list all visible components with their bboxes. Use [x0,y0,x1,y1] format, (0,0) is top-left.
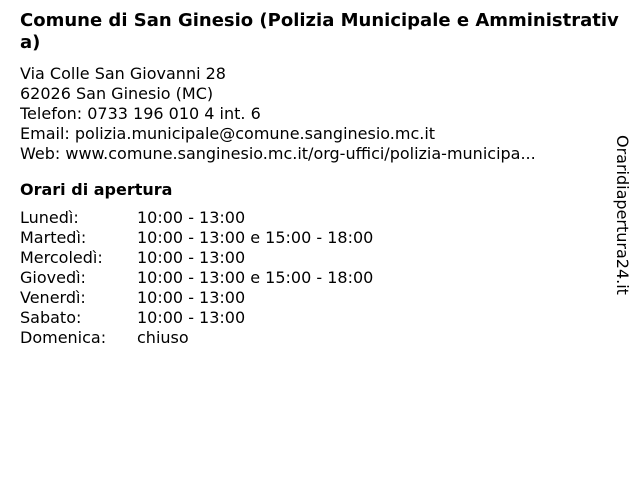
day-label: Martedì: [20,228,87,247]
day-hours: 10:00 - 13:00 [137,208,246,227]
hours-row [20,328,610,348]
hours-row [20,248,610,268]
hours-heading: Orari di apertura [20,180,173,199]
day-label: Mercoledì: [20,248,103,267]
hours-row [20,308,610,328]
day-label: Domenica: [20,328,107,347]
hours-table [20,208,610,348]
hours-row [20,228,610,248]
day-hours: 10:00 - 13:00 [137,248,246,267]
day-label: Giovedì: [20,268,86,287]
email-line[interactable]: Email: polizia.municipale@comune.sanginesio.mc.it [20,124,436,143]
business-title: Comune di San Ginesio (Polizia Municipale e Amministrativa) [20,10,619,53]
web-line[interactable]: Web: www.comune.sanginesio.mc.it/org-uffici/polizia-municipa... [20,144,536,163]
street-address: Via Colle San Giovanni 28 [20,64,226,83]
day-hours: 10:00 - 13:00 [137,288,246,307]
business-card [20,10,619,348]
site-brand-vertical: Oraridiapertura24.it [613,135,632,295]
postal-city: 62026 San Ginesio (MC) [20,84,214,103]
hours-row [20,268,610,288]
address-block [20,64,610,164]
hours-row [20,288,610,308]
hours-row [20,208,610,228]
day-label: Venerdì: [20,288,86,307]
day-hours: 10:00 - 13:00 e 15:00 - 18:00 [137,268,374,287]
day-label: Sabato: [20,308,82,327]
day-label: Lunedì: [20,208,79,227]
phone-line[interactable]: Telefon: 0733 196 010 4 int. 6 [20,104,261,123]
day-hours: 10:00 - 13:00 [137,308,246,327]
day-hours: 10:00 - 13:00 e 15:00 - 18:00 [137,228,374,247]
day-hours: chiuso [137,328,189,347]
